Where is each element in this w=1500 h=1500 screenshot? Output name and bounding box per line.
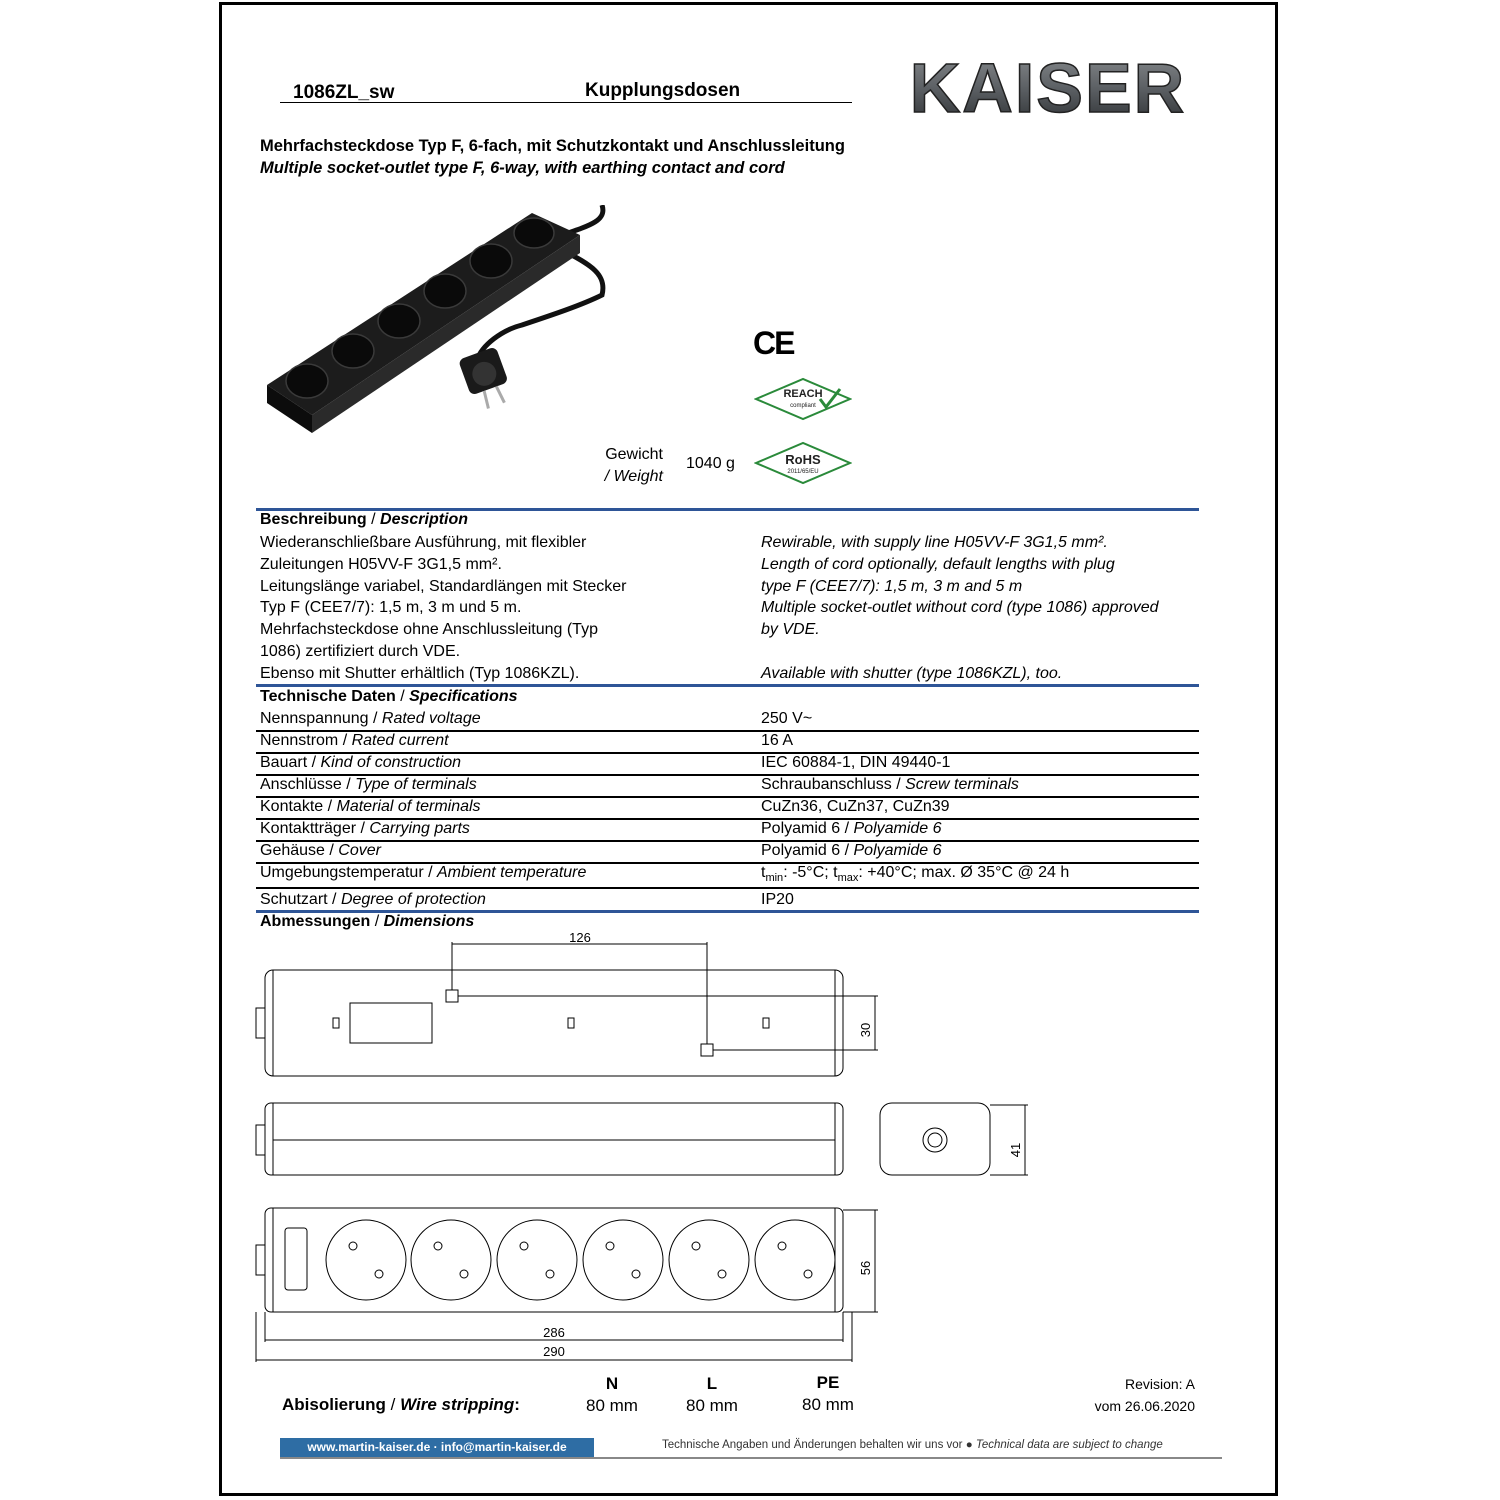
footer-line — [280, 1457, 1222, 1459]
rohs-badge — [754, 441, 852, 485]
description-en-line: type F (CEE7/7): 1,5 m, 3 m and 5 m — [761, 577, 1023, 595]
description-de — [260, 532, 740, 685]
weight-label-en: / Weight — [604, 468, 663, 485]
description-de-line: Mehrfachsteckdose ohne Anschlussleitung (Typ — [260, 621, 598, 639]
description-en — [761, 532, 1206, 685]
revision-date: vom 26.06.2020 — [1094, 1398, 1195, 1414]
weight-label — [560, 444, 663, 488]
header-underline — [280, 102, 852, 103]
section-divider — [256, 684, 1199, 687]
svg-text:compliant: compliant — [790, 403, 816, 409]
description-heading: Beschreibung / Description — [260, 511, 469, 528]
svg-text:RoHS: RoHS — [785, 452, 821, 467]
spec-row: Umgebungstemperatur / Ambient temperature $t_{min}$: -5°C; $t_{max}$: +40°C; max. Ø 35°C @ 24 h — [256, 862, 1199, 889]
weight-label-de: Gewicht — [605, 446, 663, 463]
footer-contact-link[interactable]: www.martin-kaiser.de · info@martin-kaiser.de — [280, 1438, 594, 1457]
kaiser-logo — [876, 50, 1221, 132]
description-de-line: Leitungslänge variabel, Standardlängen mit Stecker — [260, 577, 627, 595]
strip-col-pe: PE — [816, 1373, 840, 1392]
spec-row: Schutzart / Degree of protection IP20 — [260, 891, 794, 908]
strip-value-l: 80 mm — [686, 1396, 738, 1415]
category-title: Kupplungsdosen — [585, 80, 741, 101]
temperature-value: $t_{min}$: -5°C; $t_{max}$: +40°C; max. Ø 35°C @ 24 h — [761, 864, 1070, 885]
spec-row: Nennspannung / Rated voltage 250 V~ — [256, 708, 1199, 732]
article-code: 1086ZL_sw — [293, 82, 395, 103]
strip-value-n: 80 mm — [586, 1396, 638, 1415]
description-de-line: Typ F (CEE7/7): 1,5 m, 3 m und 5 m. — [260, 599, 522, 617]
strip-col-n: N — [605, 1374, 619, 1393]
spec-row: Anschlüsse / Type of terminals Schraubanschluss / Screw terminals — [256, 774, 1199, 798]
weight-value: 1040 g — [686, 455, 735, 472]
product-title-de: Mehrfachsteckdose Typ F, 6-fach, mit Schutzkontakt und Anschlussleitung — [260, 137, 845, 155]
wire-stripping-label: Abisolierung / Wire stripping: — [282, 1395, 520, 1414]
ce-mark: CE — [753, 325, 794, 361]
spec-row: Gehäuse / Cover Polyamid 6 / Polyamide 6 — [256, 840, 1199, 864]
spec-row: Kontaktträger / Carrying parts Polyamid 6 / Polyamide 6 — [256, 818, 1199, 842]
strip-col-l: L — [706, 1374, 718, 1393]
dim-41: 41 — [1008, 1142, 1023, 1158]
svg-text:2011/65/EU: 2011/65/EU — [787, 469, 819, 475]
svg-text:REACH: REACH — [783, 388, 823, 400]
spec-row: Nennstrom / Rated current 16 A — [256, 730, 1199, 754]
product-title-en: Multiple socket-outlet type F, 6-way, with earthing contact and cord — [260, 159, 785, 177]
logo-text: KAISER — [909, 50, 1187, 127]
description-en-line: Length of cord optionally, default lengths with plug — [761, 555, 1115, 573]
description-de-line: 1086) zertifiziert durch VDE. — [260, 642, 461, 660]
description-en-line: Multiple socket-outlet without cord (type 1086) approved — [761, 599, 1159, 617]
description-de-line: Zuleitungen H05VV-F 3G1,5 mm². — [260, 555, 502, 573]
spec-row: Bauart / Kind of construction IEC 60884-1, DIN 49440-1 — [256, 752, 1199, 776]
dim-286: 286 — [543, 1325, 565, 1340]
specifications-heading: Technische Daten / Specifications — [260, 688, 518, 705]
description-en-line: Rewirable, with supply line H05VV-F 3G1,5 mm². — [761, 534, 1108, 551]
spec-row: Kontakte / Material of terminals CuZn36, CuZn37, CuZn39 — [256, 796, 1199, 820]
footer-note: Technische Angaben und Änderungen behalten wir uns vor ● Technical data are subject to change — [662, 1439, 1163, 1451]
description-en-spacer — [761, 641, 1206, 663]
dim-126: 126 — [569, 930, 591, 945]
dim-56: 56 — [858, 1260, 873, 1276]
strip-value-pe: 80 mm — [802, 1395, 854, 1414]
dimension-drawing — [250, 930, 1050, 1370]
description-en-line: by VDE. — [761, 621, 820, 639]
dimensions-heading: Abmessungen / Dimensions — [260, 913, 475, 930]
product-photo — [262, 205, 612, 440]
bullet-icon: ● — [965, 1439, 973, 1451]
description-en-line: Available with shutter (type 1086KZL), too. — [761, 664, 1063, 682]
revision-label: Revision: A — [1124, 1376, 1195, 1392]
dim-30: 30 — [858, 1022, 873, 1038]
dim-290: 290 — [543, 1344, 565, 1359]
reach-badge — [754, 377, 852, 421]
description-de-line: Wiederanschließbare Ausführung, mit flexibler — [260, 534, 587, 551]
description-de-line: Ebenso mit Shutter erhältlich (Typ 1086KZL). — [260, 664, 580, 682]
